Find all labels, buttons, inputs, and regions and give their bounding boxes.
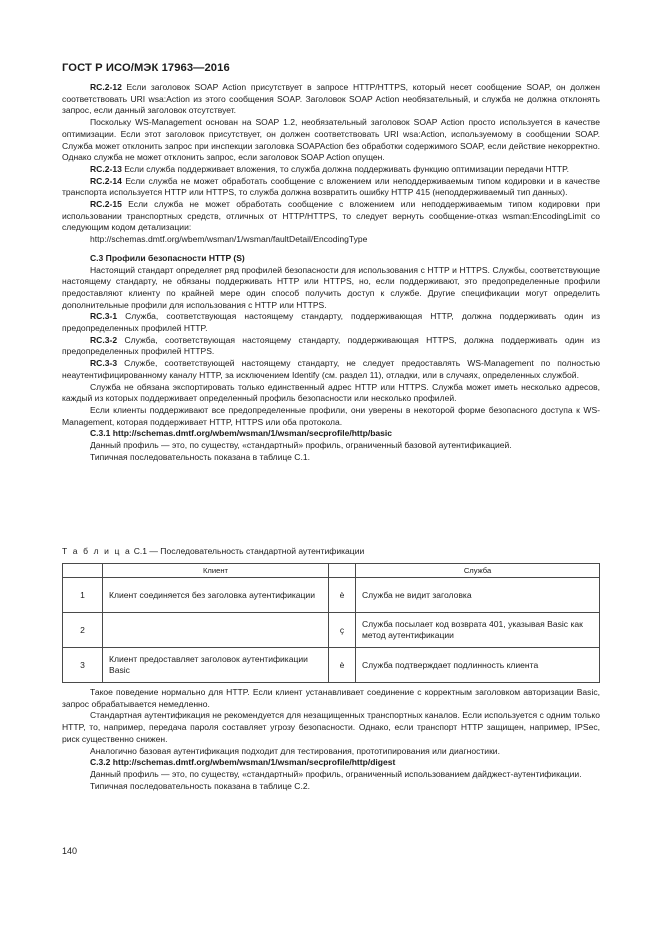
paragraph: Если клиенты поддерживают все предопределенные профили, они уверены в некоторой форме безопасного доступа к WS-Management, которая поддерживает HTTP, HTTPS или оба протокола. xyxy=(62,404,600,427)
paragraph: Служба не обязана экспортировать только единственный адрес HTTP или HTTPS. Служба может иметь несколько адресов, каждый из которых поддерживает определенный профиль безопасности или несколько профилей. xyxy=(62,381,600,404)
paragraph: Типичная последовательность показана в таблице С.2. xyxy=(90,780,310,791)
row-number: 1 xyxy=(63,578,103,613)
client-cell: Клиент предоставляет заголовок аутентификации Basic xyxy=(103,648,329,683)
arrow-right-icon: è xyxy=(329,578,356,613)
requirement-id: RC.3-2 xyxy=(90,334,118,345)
row-number: 3 xyxy=(63,648,103,683)
service-cell: Служба посылает код возврата 401, указывая Basic как метод аутентификации xyxy=(356,613,600,648)
paragraph: Настоящий стандарт определяет ряд профилей безопасности для использования с HTTP и HTTPS. Службы, соответствующие настоящему стандарту, не обязаны поддерживать HTTP или HTTPS, но, если поддерживают, это предопределенные профили предоставляют клиенту по крайней мере один способ получить доступ к службе. Другие спецификации могут определить дополнительные профили для использования с HTTP или HTTPS. xyxy=(62,264,600,310)
client-cell xyxy=(103,613,329,648)
paragraph-rc-2-14: RC.2-14 Если служба не может обработать сообщение с вложением или неподдерживаемым типом кодировки и в качестве транспорта используется HTTP или HTTPS, то служба должна возвратить ошибку HTTP 415 (неподдерживаемый тип данных). xyxy=(62,175,600,198)
service-cell: Служба подтверждает подлинность клиента xyxy=(356,648,600,683)
table-row xyxy=(63,578,600,613)
table-row xyxy=(63,613,600,648)
header-cell-num xyxy=(63,564,103,578)
requirement-id: RC.2-12 xyxy=(90,82,122,92)
paragraph: Поскольку WS-Management основан на SOAP 1.2, необязательный заголовок SOAP Action просто используется в качестве оптимизации. Если этот заголовок присутствует, он должен соответствовать URI wsa:Action, используемому в сообщении SOAP. Служба может отклонить запрос при инспекции заголовка SOAPAction без обработки содержимого SOAP, если действие некорректно. Однако служба не может отклонить запрос, если заголовок SOAP Action опущен. xyxy=(62,117,600,163)
requirement-id: RC.3-1 xyxy=(90,311,118,322)
header-cell-client: Клиент xyxy=(103,564,329,578)
paragraph-rc-2-12: RC.2-12 Если заголовок SOAP Action присутствует в запросе HTTP/HTTPS, который несет сообщение SOAP, он должен соответствовать URI wsa:Action из этого сообщения SOAP. Заголовок SOAP Action необязательный, и служба не должна отклонять запрос, если данный заголовок отсутствует. xyxy=(62,82,600,116)
requirement-id: RC.3-3 xyxy=(90,358,118,369)
paragraph: Такое поведение нормально для HTTP. Если клиент устанавливает соединение с корректным заголовком авторизации Basic, запрос обрабатывается немедленно. xyxy=(62,687,600,709)
table-caption: Т а б л и ц а С.1 — Последовательность стандартной аутентификации xyxy=(62,546,365,556)
paragraph-rc-2-13: RC.2-13 Если служба поддерживает вложения, то служба должна поддерживать функцию оптимизации передачи HTTP. xyxy=(90,163,570,174)
section-heading-c3: С.3 Профили безопасности HTTP (S) xyxy=(90,252,245,263)
requirement-id: RC.2-13 xyxy=(90,163,122,174)
main-text xyxy=(62,82,600,464)
auth-sequence-table xyxy=(62,563,600,683)
client-cell: Клиент соединяется без заголовка аутентификации xyxy=(103,578,329,613)
header-cell-arrow xyxy=(329,564,356,578)
paragraph-rc-3-3: RC.3-3 Службе, соответствующей настоящему стандарту, не следует предоставлять WS-Management по полностью неаутентифицированному каналу HTTP, за исключением Identify (см. раздел 11), отладки, или в случаях, определенных службой. xyxy=(62,358,600,380)
after-table-text xyxy=(62,687,600,792)
section-heading-c3-1: С.3.1 http://schemas.dmtf.org/wbem/wsman/1/wsman/secprofile/http/basic xyxy=(90,428,393,439)
paragraph-rc-3-1: RC.3-1 Служба, соответствующая настоящему стандарту, поддерживающая HTTP, должна поддерживать один из предопределенных профилей HTTP. xyxy=(62,311,600,334)
page-number: 140 xyxy=(62,846,78,856)
header-cell-service: Служба xyxy=(356,564,600,578)
requirement-id: RC.2-15 xyxy=(90,199,122,210)
paragraph-rc-2-15: RC.2-15 Если служба не может обработать сообщение с вложением или неподдерживаемым типом кодировки при использовании транспортных средств, отличных от HTTP/HTTPS, то следует вернуть сообщение-отказ wsman:EncodingLimit со следующим кодом детализации: xyxy=(62,199,600,233)
section-heading-c3-2: С.3.2 http://schemas.dmtf.org/wbem/wsman/1/wsman/secprofile/http/digest xyxy=(90,757,396,768)
document-header: ГОСТ Р ИСО/МЭК 17963—2016 xyxy=(62,62,230,74)
paragraph: Стандартная аутентификация не рекомендуется для незащищенных транспортных каналов. Если используется с одним только HTTP, то, например, передача пароля составляет угрозу безопасности. Однако, если транспорт HTTP защищен, например, IPSec, риск существенно снижен. xyxy=(62,710,600,744)
paragraph-rc-3-2: RC.3-2 Служба, соответствующая настоящему стандарту, поддерживающая HTTPS, должна поддерживать один из предопределенных профилей HTTPS. xyxy=(62,334,600,357)
service-cell: Служба не видит заголовка xyxy=(356,578,600,613)
fault-detail-uri: http://schemas.dmtf.org/wbem/wsman/1/wsman/faultDetail/EncodingType xyxy=(90,234,368,245)
paragraph: Аналогично базовая аутентификация подходит для тестирования, прототипирования или диагностики. xyxy=(90,745,500,756)
arrow-left-icon: ç xyxy=(329,613,356,648)
paragraph: Данный профиль — это, по существу, «стандартный» профиль, ограниченный базовой аутентификацией. xyxy=(90,440,512,451)
paragraph: Типичная последовательность показана в таблице С.1. xyxy=(90,451,310,462)
table-row xyxy=(63,648,600,683)
paragraph: Данный профиль — это, по существу, «стандартный» профиль, ограниченный использованием дайджест-аутентификации. xyxy=(90,768,582,779)
arrow-right-icon: è xyxy=(329,648,356,683)
row-number: 2 xyxy=(63,613,103,648)
table-header-row xyxy=(63,564,600,578)
requirement-id: RC.2-14 xyxy=(90,175,122,186)
